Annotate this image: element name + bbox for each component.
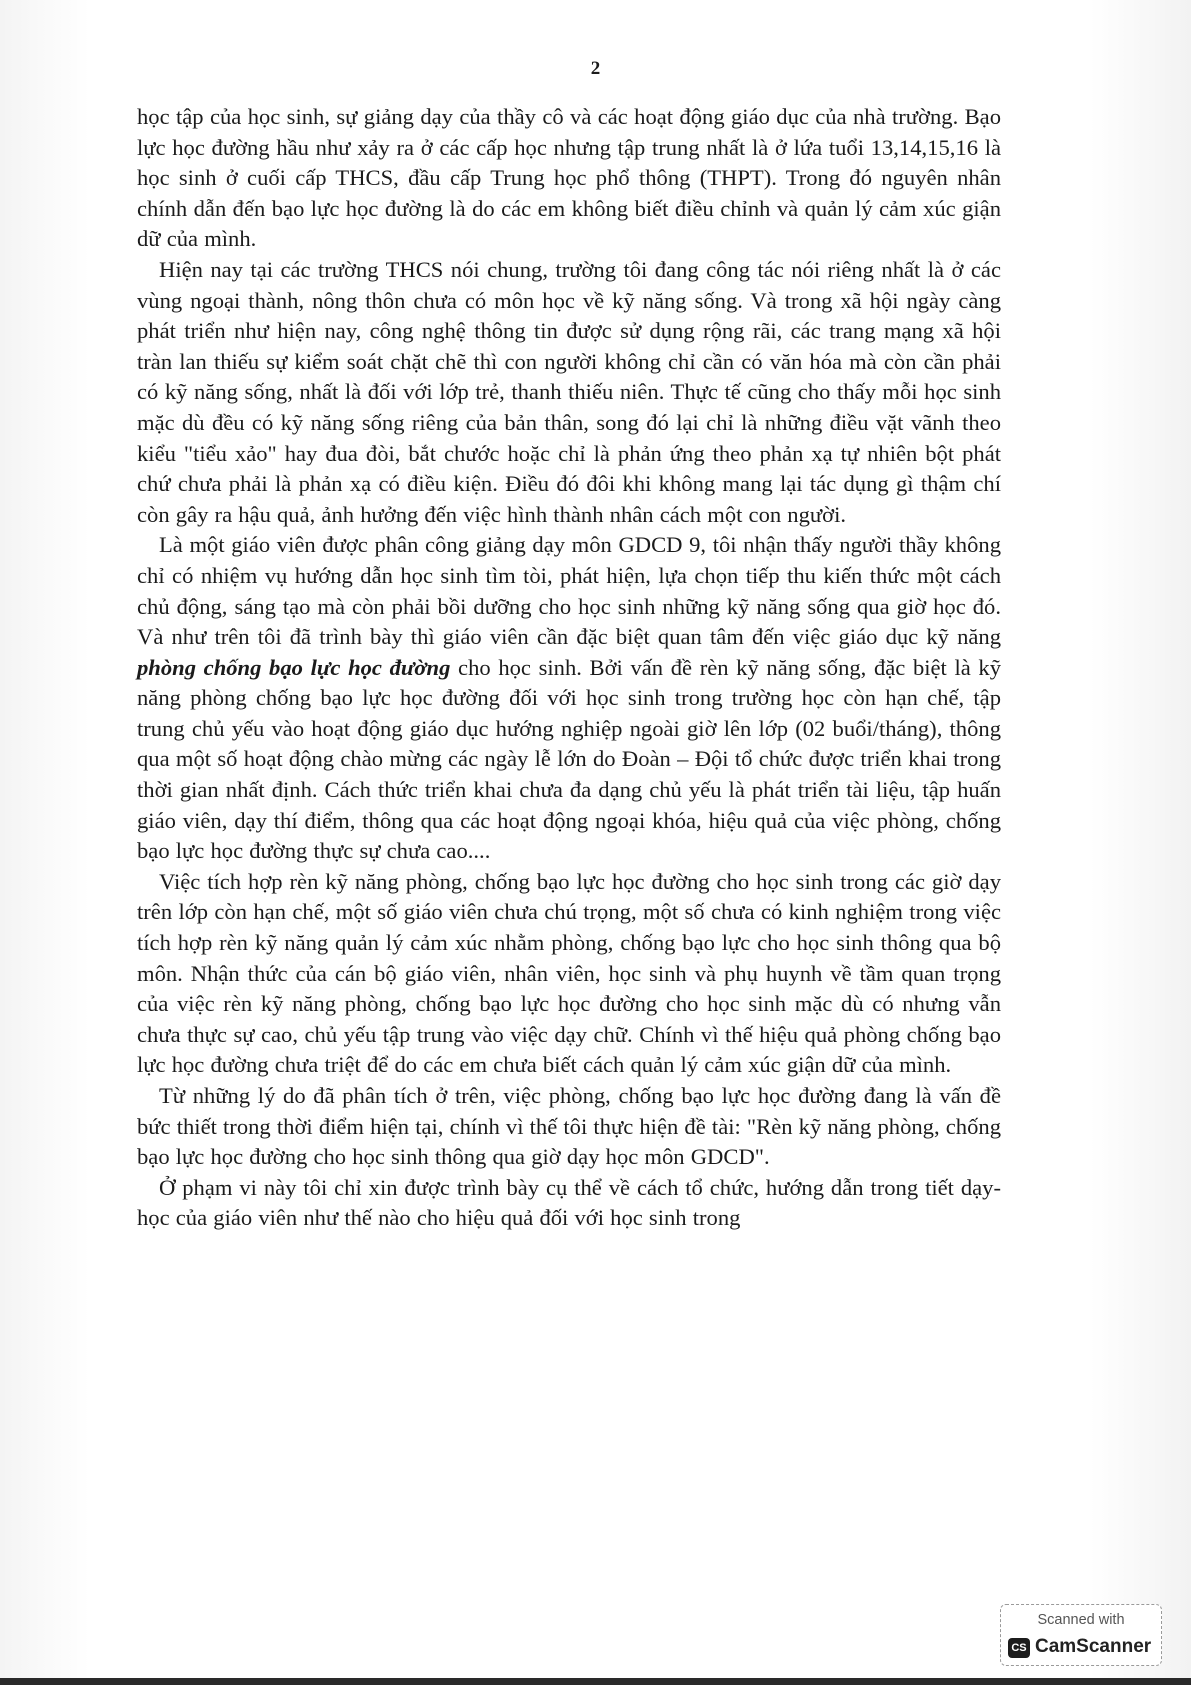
page-number: 2 [590,58,601,79]
camscanner-watermark [1000,1604,1162,1666]
paragraph [137,530,1001,867]
emphasized-phrase: phòng chống bạo lực học đường [137,654,451,680]
paragraph: Việc tích hợp rèn kỹ năng phòng, chống bạo lực học đường cho học sinh trong các giờ dạy trên lớp còn hạn chế, một số giáo viên chưa chú trọng, một số chưa có kinh nghiệm trong việc tích hợp rèn kỹ năng quản lý cảm xúc nhằm phòng, chống bạo lực cho học sinh thông qua bộ môn. Nhận thức của cán bộ giáo viên, nhân viên, học sinh và phụ huynh về tầm quan trọng của việc rèn kỹ năng phòng, chống bạo lực học đường cho học sinh mặc dù có nhưng vẫn chưa thực sự cao, chủ yếu tập trung vào việc dạy chữ. Chính vì thế hiệu quả phòng chống bạo lực học đường chưa triệt để do các em chưa biết cách quản lý cảm xúc giận dữ của mình. [137,868,1001,1078]
document-body [137,102,1001,1234]
watermark-brand: CamScanner [1035,1636,1152,1657]
paragraph-text-before: Là một giáo viên được phân công giảng dạy môn GDCD 9, tôi nhận thấy người thầy không chỉ có nhiệm vụ hướng dẫn học sinh tìm tòi, phát hiện, lựa chọn tiếp thu kiến thức một cách chủ động, sáng tạo mà còn phải bồi dưỡng cho học sinh những kỹ năng sống qua giờ học đó. Và như trên tôi đã trình bày thì giáo viên cần đặc biệt quan tâm đến việc giáo dục kỹ năng [137,532,1001,650]
scan-bottom-edge [0,1678,1191,1685]
paragraph: Ở phạm vi này tôi chỉ xin được trình bày cụ thể về cách tổ chức, hướng dẫn trong tiết dạy-học của giáo viên như thế nào cho hiệu quả đối với học sinh trong [137,1174,1001,1231]
paragraph: học tập của học sinh, sự giảng dạy của thầy cô và các hoạt động giáo dục của nhà trường. Bạo lực học đường hầu như xảy ra ở các cấp học nhưng tập trung nhất là ở lứa tuổi 13,14,15,16 là học sinh ở cuối cấp THCS, đầu cấp Trung học phổ thông (THPT). Trong đó nguyên nhân chính dẫn đến bạo lực học đường là do các em không biết điều chỉnh và quản lý cảm xúc giận dữ của mình. [137,104,1001,252]
paragraph: Hiện nay tại các trường THCS nói chung, trường tôi đang công tác nói riêng nhất là ở các vùng ngoại thành, nông thôn chưa có môn học về kỹ năng sống. Và trong xã hội ngày càng phát triển như hiện nay, công nghệ thông tin được sử dụng rộng rãi, các trang mạng xã hội tràn lan thiếu sự kiểm soát chặt chẽ thì con người không chỉ cần có văn hóa mà còn cần phải có kỹ năng sống, nhất là đối với lớp trẻ, thanh thiếu niên. Thực tế cũng cho thấy mỗi học sinh mặc dù đều có kỹ năng sống riêng của bản thân, song đó lại chỉ là những điều vặt vãnh theo kiểu "tiểu xảo" hay đua đòi, bắt chước hoặc chỉ là phản ứng theo phản xạ tự nhiên bột phát chứ chưa phải là phản xạ có điều kiện. Điều đó đôi khi không mang lại tác dụng gì thậm chí còn gây ra hậu quả, ảnh hưởng đến việc hình thành nhân cách một con người. [137,256,1001,527]
paragraph-text-after: cho học sinh. Bởi vấn đề rèn kỹ năng sống, đặc biệt là kỹ năng phòng chống bạo lực học đường đối với học sinh trong trường học còn hạn chế, tập trung chủ yếu vào hoạt động giáo dục hướng nghiệp ngoài giờ lên lớp (02 buổi/tháng), thông qua một số hoạt động chào mừng các ngày lễ lớn do Đoàn – Đội tổ chức được triển khai trong thời gian nhất định. Cách thức triển khai chưa đa dạng chủ yếu là phát triển tài liệu, tập huấn giáo viên, dạy thí điểm, thông qua các hoạt động ngoại khóa, hiệu quả của việc phòng, chống bạo lực học đường thực sự chưa cao.... [137,654,1001,864]
paragraph: Từ những lý do đã phân tích ở trên, việc phòng, chống bạo lực học đường đang là vấn đề bức thiết trong thời điểm hiện tại, chính vì thế tôi thực hiện đề tài: "Rèn kỹ năng phòng, chống bạo lực học đường cho học sinh thông qua giờ dạy học môn GDCD". [137,1083,1001,1170]
camscanner-logo-icon: CS [1008,1638,1030,1658]
watermark-caption: Scanned with [1037,1612,1125,1628]
